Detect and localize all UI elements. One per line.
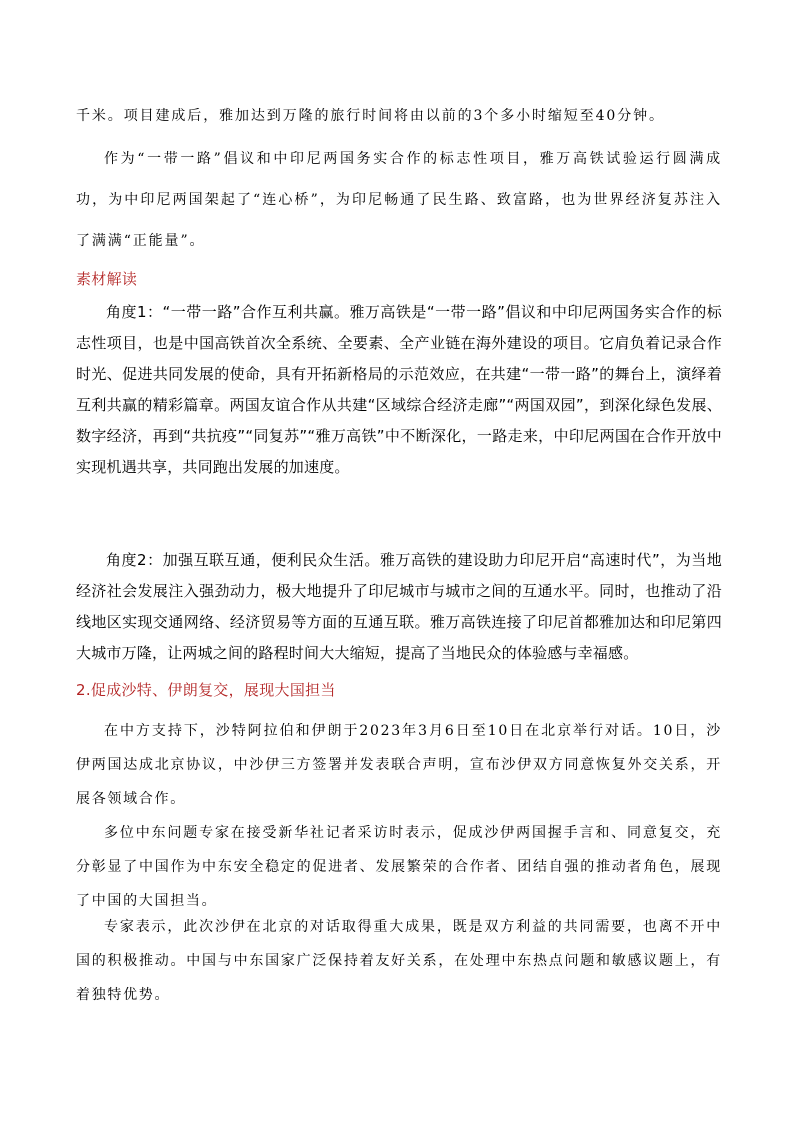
news1-tail-paragraph: 千米。项目建成后，雅加达到万隆的旅行时间将由以前的3个多小时缩短至40分钟。 <box>76 108 665 124</box>
news2-paragraph-2: 多位中东问题专家在接受新华社记者采访时表示，促成沙伊两国握手言和、同意复交，充分彰显了中国作为中东安全稳定的促进者、发展繁荣的合作者、团结自强的推动者角色，展现了中国的大国担当。 <box>76 825 722 909</box>
angle-2-paragraph: 角度2：加强互联互通，便利民众生活。雅万高铁的建设助力印尼开启“高速时代”，为当地经济社会发展注入强劲动力，极大地提升了印尼城市与城市之间的互通水平。同时，也推动了沿线地区实现交通网络、经济贸易等方面的互通互联。雅万高铁连接了印尼首都雅加达和印尼第四大城市万隆，让两城之间的路程时间大大缩短，提高了当地民众的体验感与幸福感。 <box>76 551 722 662</box>
angle-1-paragraph: 角度1：“一带一路”合作互利共赢。雅万高铁是“一带一路”倡议和中印尼两国务实合作的标志性项目，也是中国高铁首次全系统、全要素、全产业链在海外建设的项目。它肩负着记录合作时光、促进共同发展的使命，具有开拓新格局的示范效应，在共建“一带一路”的舞台上，演绎着互利共赢的精彩篇章。两国友谊合作从共建“区域综合经济走廊”“两国双园”，到深化绿色发展、数字经济，再到“共抗疫”“同复苏”“雅万高铁”中不断深化，一路走来，中印尼两国在合作开放中实现机遇共享，共同跑出发展的加速度。 <box>76 303 722 476</box>
news1-body-paragraph: 作为“一带一路”倡议和中印尼两国务实合作的标志性项目，雅万高铁试验运行圆满成功，为中印尼两国架起了“连心桥”，为印尼畅通了民生路、致富路，也为世界经济复苏注入了满满“正能量”。 <box>76 151 722 249</box>
news2-paragraph-3: 专家表示，此次沙伊在北京的对话取得重大成果，既是双方利益的共同需要，也离不开中国的积极推动。中国与中东国家广泛保持着友好关系，在处理中东热点问题和敏感议题上，有着独特优势。 <box>76 919 722 1003</box>
section-2-heading: 2.促成沙特、伊朗复交，展现大国担当 <box>76 681 336 699</box>
news2-paragraph-1: 在中方支持下，沙特阿拉伯和伊朗于2023年3月6日至10日在北京举行对话。10日，沙伊两国达成北京协议，中沙伊三方签署并发表联合声明，宣布沙伊双方同意恢复外交关系，开展各领域合作。 <box>76 723 722 807</box>
material-interpretation-heading: 素材解读 <box>76 270 138 288</box>
